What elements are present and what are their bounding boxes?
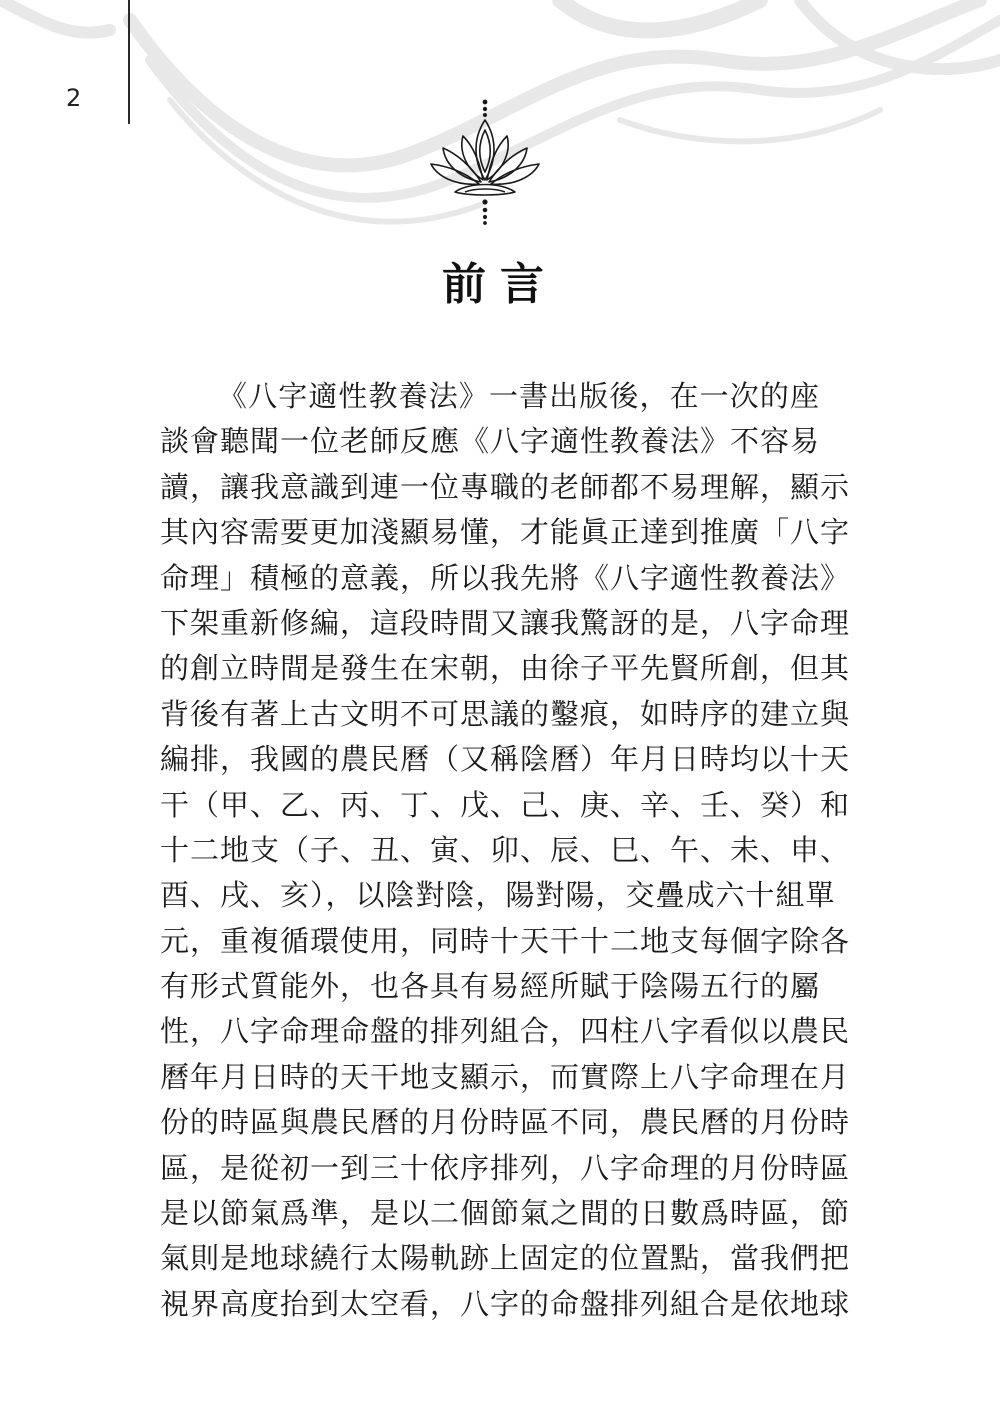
page-title: 前言: [442, 259, 558, 310]
text-line: 《八字適性教養法》一書出版後，在一次的座: [218, 379, 820, 413]
lotus-icon: [425, 98, 545, 238]
text-line: 命理」積極的意義，所以我先將《八字適性教養法》: [160, 560, 851, 595]
text-line: 氣則是地球繞行太陽軌跡上固定的位置點，當我們把: [160, 1241, 851, 1276]
text-line: 有形式質能外，也各具有易經所賦于陰陽五行的屬: [160, 969, 821, 1004]
text-line: 區，是從初一到三十依序排列，八字命理的月份時區: [160, 1150, 851, 1185]
text-line: 背後有著上古文明不可思議的鑿痕，如時序的建立與: [160, 696, 851, 731]
text-line: 編排，我國的農民曆（又稱陰曆）年月日時均以十天: [160, 742, 851, 777]
text-line: 其內容需要更加淺顯易懂，才能眞正達到推廣「八字: [160, 515, 851, 550]
text-line: 曆年月日時的天干地支顯示，而實際上八字命理在月: [160, 1059, 851, 1094]
text-line: 元，重複循環使用，同時十天干十二地支每個字除各: [160, 923, 851, 958]
body-text: [160, 374, 851, 1327]
text-line: 份的時區與農民曆的月份時區不同，農民曆的月份時: [160, 1105, 851, 1140]
page-number: 2: [66, 84, 82, 112]
text-line: 的創立時間是發生在宋朝，由徐子平先賢所創，但其: [160, 651, 851, 686]
text-line: 酉、戌、亥），以陰對陰，陽對陽，交疊成六十組單: [160, 878, 836, 913]
text-line: 干（甲、乙、丙、丁、戊、己、庚、辛、壬、癸）和: [160, 787, 851, 822]
vertical-rule: [128, 0, 130, 124]
text-line: 十二地支（子、丑、寅、卯、辰、巳、午、未、申、: [160, 832, 851, 867]
text-line: 談會聽聞一位老師反應《八字適性教養法》不容易: [160, 424, 821, 459]
text-line: 下架重新修編，這段時間又讓我驚訝的是，八字命理: [160, 605, 851, 640]
text-line: 是以節氣爲準，是以二個節氣之間的日數爲時區，節: [160, 1196, 851, 1231]
text-line: 視界高度抬到太空看，八字的命盤排列組合是依地球: [160, 1286, 851, 1321]
text-line: 讀，讓我意識到連一位專職的老師都不易理解，顯示: [160, 469, 851, 504]
text-line: 性，八字命理命盤的排列組合，四柱八字看似以農民: [160, 1014, 851, 1049]
